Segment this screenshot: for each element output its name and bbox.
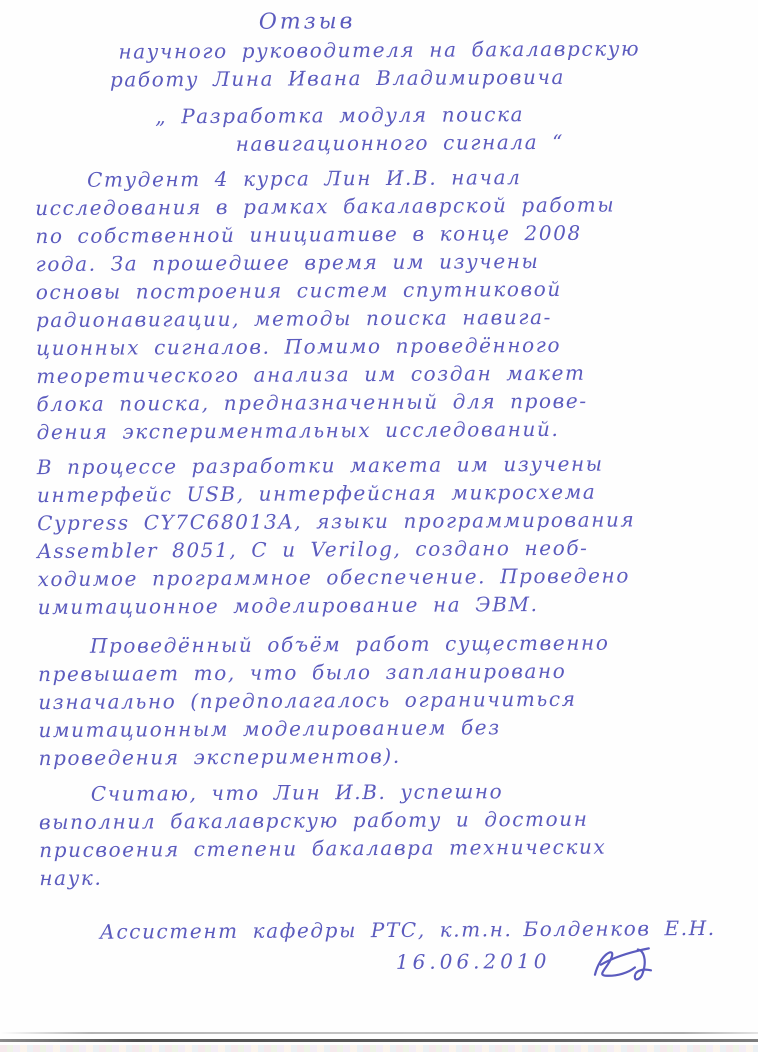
handwriting-line: основы построения систем спутниковой — [35, 276, 562, 305]
signature-date: 16.06.2010 — [395, 948, 551, 974]
paragraph — [38, 628, 758, 772]
handwriting-line: имитационным моделированием без — [38, 715, 501, 743]
handwriting-line: превышает то, что было запланировано — [38, 658, 567, 687]
scan-edge-line-dark — [0, 1039, 758, 1042]
scan-noise-strip — [0, 1045, 758, 1052]
handwriting-line: изначально (предполагалось ограничиться — [38, 686, 577, 715]
handwriting-line: имитационное моделирование на ЭВМ. — [37, 592, 539, 620]
scan-edge-line-faint — [0, 1032, 758, 1034]
handwriting-line: радионавигации, методы поиска навига- — [35, 304, 553, 333]
handwriting-line: выполнил бакалаврскую работу и достоин — [38, 806, 589, 835]
handwriting-line: Студент 4 курса Лин И.В. начал — [87, 165, 522, 192]
thesis-title-line: „ Разработка модуля поиска — [155, 102, 525, 129]
header-line: работу Лина Ивана Владимировича — [109, 64, 566, 92]
handwriting-line: интерфейс USB, интерфейсная микросхема — [36, 479, 597, 508]
handwriting-line: присвоения степени бакалавра технических — [39, 834, 607, 863]
signer-position: Ассистент кафедры РТС, к.т.н. — [99, 917, 513, 944]
handwriting-line: ходимое программное обеспечение. Проведено — [37, 563, 630, 592]
thesis-title-line: навигационного сигнала “ — [235, 129, 565, 156]
handwriting-line: теоретического анализа им создан макет — [36, 360, 586, 389]
document-title: Отзыв — [258, 9, 356, 35]
date-row — [40, 946, 758, 994]
handwriting-line: года. За прошедшее время им изучены — [35, 249, 540, 277]
handwriting-line: дения экспериментальных исследований. — [36, 416, 560, 445]
header-line: научного руководителя на бакалаврскую — [118, 36, 641, 64]
handwriting-line: по собственной инициативе в конце 2008 — [35, 220, 582, 249]
handwriting-line: Assembler 8051, C и Verilog, создано необ- — [37, 535, 589, 564]
paragraph — [37, 449, 758, 621]
handwriting-line: проведения экспериментов). — [38, 743, 401, 771]
signature-scribble — [584, 940, 658, 990]
signer-name: Болденков Е.Н. — [523, 915, 716, 942]
handwriting-line: Проведённый объём работ существенно — [89, 630, 610, 658]
handwriting-line: блока поиска, предназначенный для прове- — [36, 388, 588, 417]
paragraph — [35, 162, 758, 446]
handwriting-line: наук. — [39, 865, 103, 891]
handwriting-line: ционных сигналов. Помимо проведённого — [36, 332, 562, 361]
handwriting-line: Считаю, что Лин И.В. успешно — [90, 779, 504, 806]
paragraph — [39, 776, 758, 892]
handwriting-line: исследования в рамках бакалаврской работы — [35, 192, 616, 221]
handwriting-line: Cypress CY7C68013A, языки программирования — [37, 507, 636, 536]
handwriting-line: В процессе разработки макета им изучены — [36, 451, 604, 480]
